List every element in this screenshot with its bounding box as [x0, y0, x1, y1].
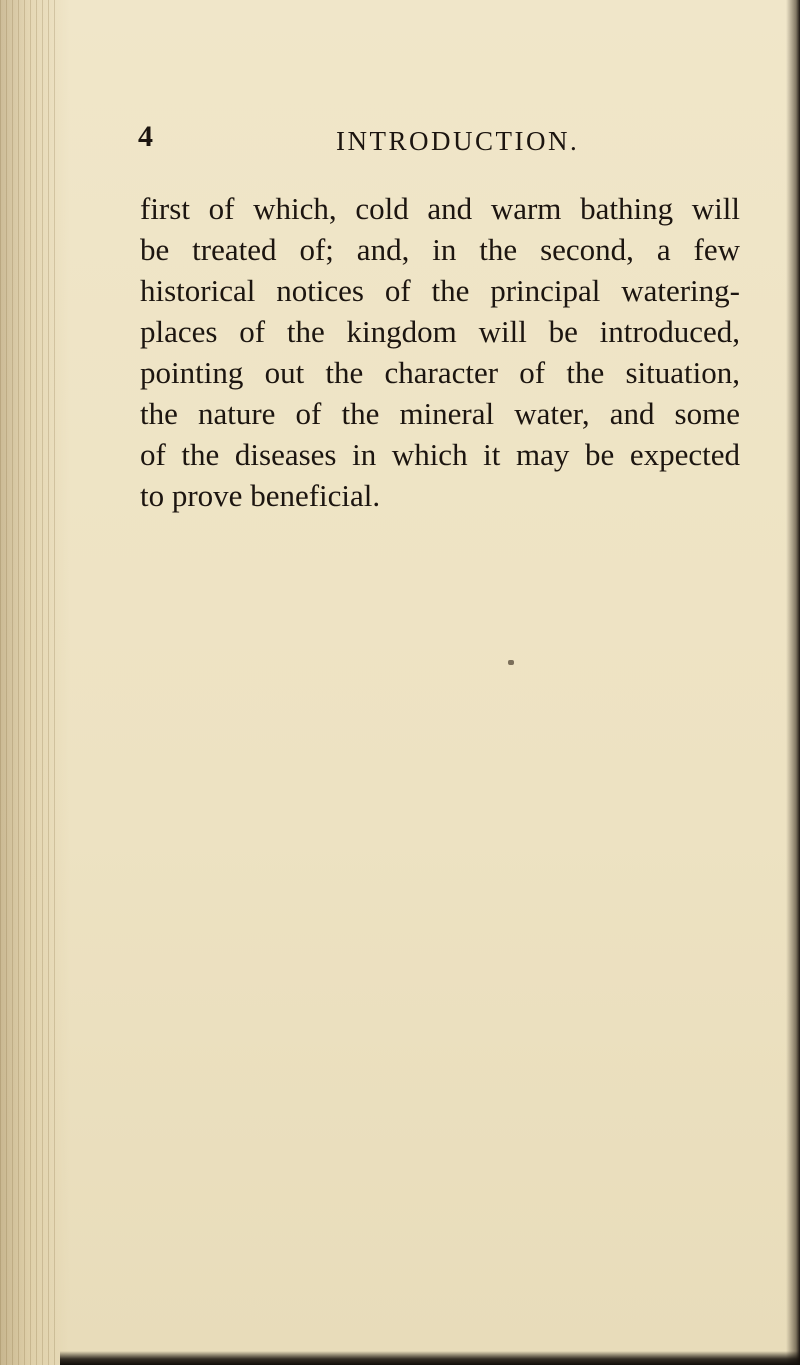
running-head: INTRODUCTION.	[336, 126, 580, 156]
page-gutter-edge	[0, 0, 58, 1365]
page-header	[138, 120, 738, 160]
body-paragraph	[140, 188, 740, 516]
text-line: historical notices of the principal watering-	[140, 273, 740, 308]
text-line: places of the kingdom will be introduced,	[140, 314, 740, 349]
page-bottom-shadow	[60, 1351, 800, 1365]
page-number: 4	[138, 120, 153, 153]
text-line: first of which, cold and warm bathing will	[140, 191, 740, 226]
text-line: pointing out the character of the situation,	[140, 355, 740, 390]
page-right-shadow	[786, 0, 800, 1365]
text-line: be treated of; and, in the second, a few	[140, 232, 740, 267]
text-line: the nature of the mineral water, and some	[140, 396, 740, 431]
paper-speck	[508, 660, 514, 665]
text-line: to prove beneficial.	[140, 478, 381, 513]
text-line: of the diseases in which it may be expected	[140, 437, 740, 472]
